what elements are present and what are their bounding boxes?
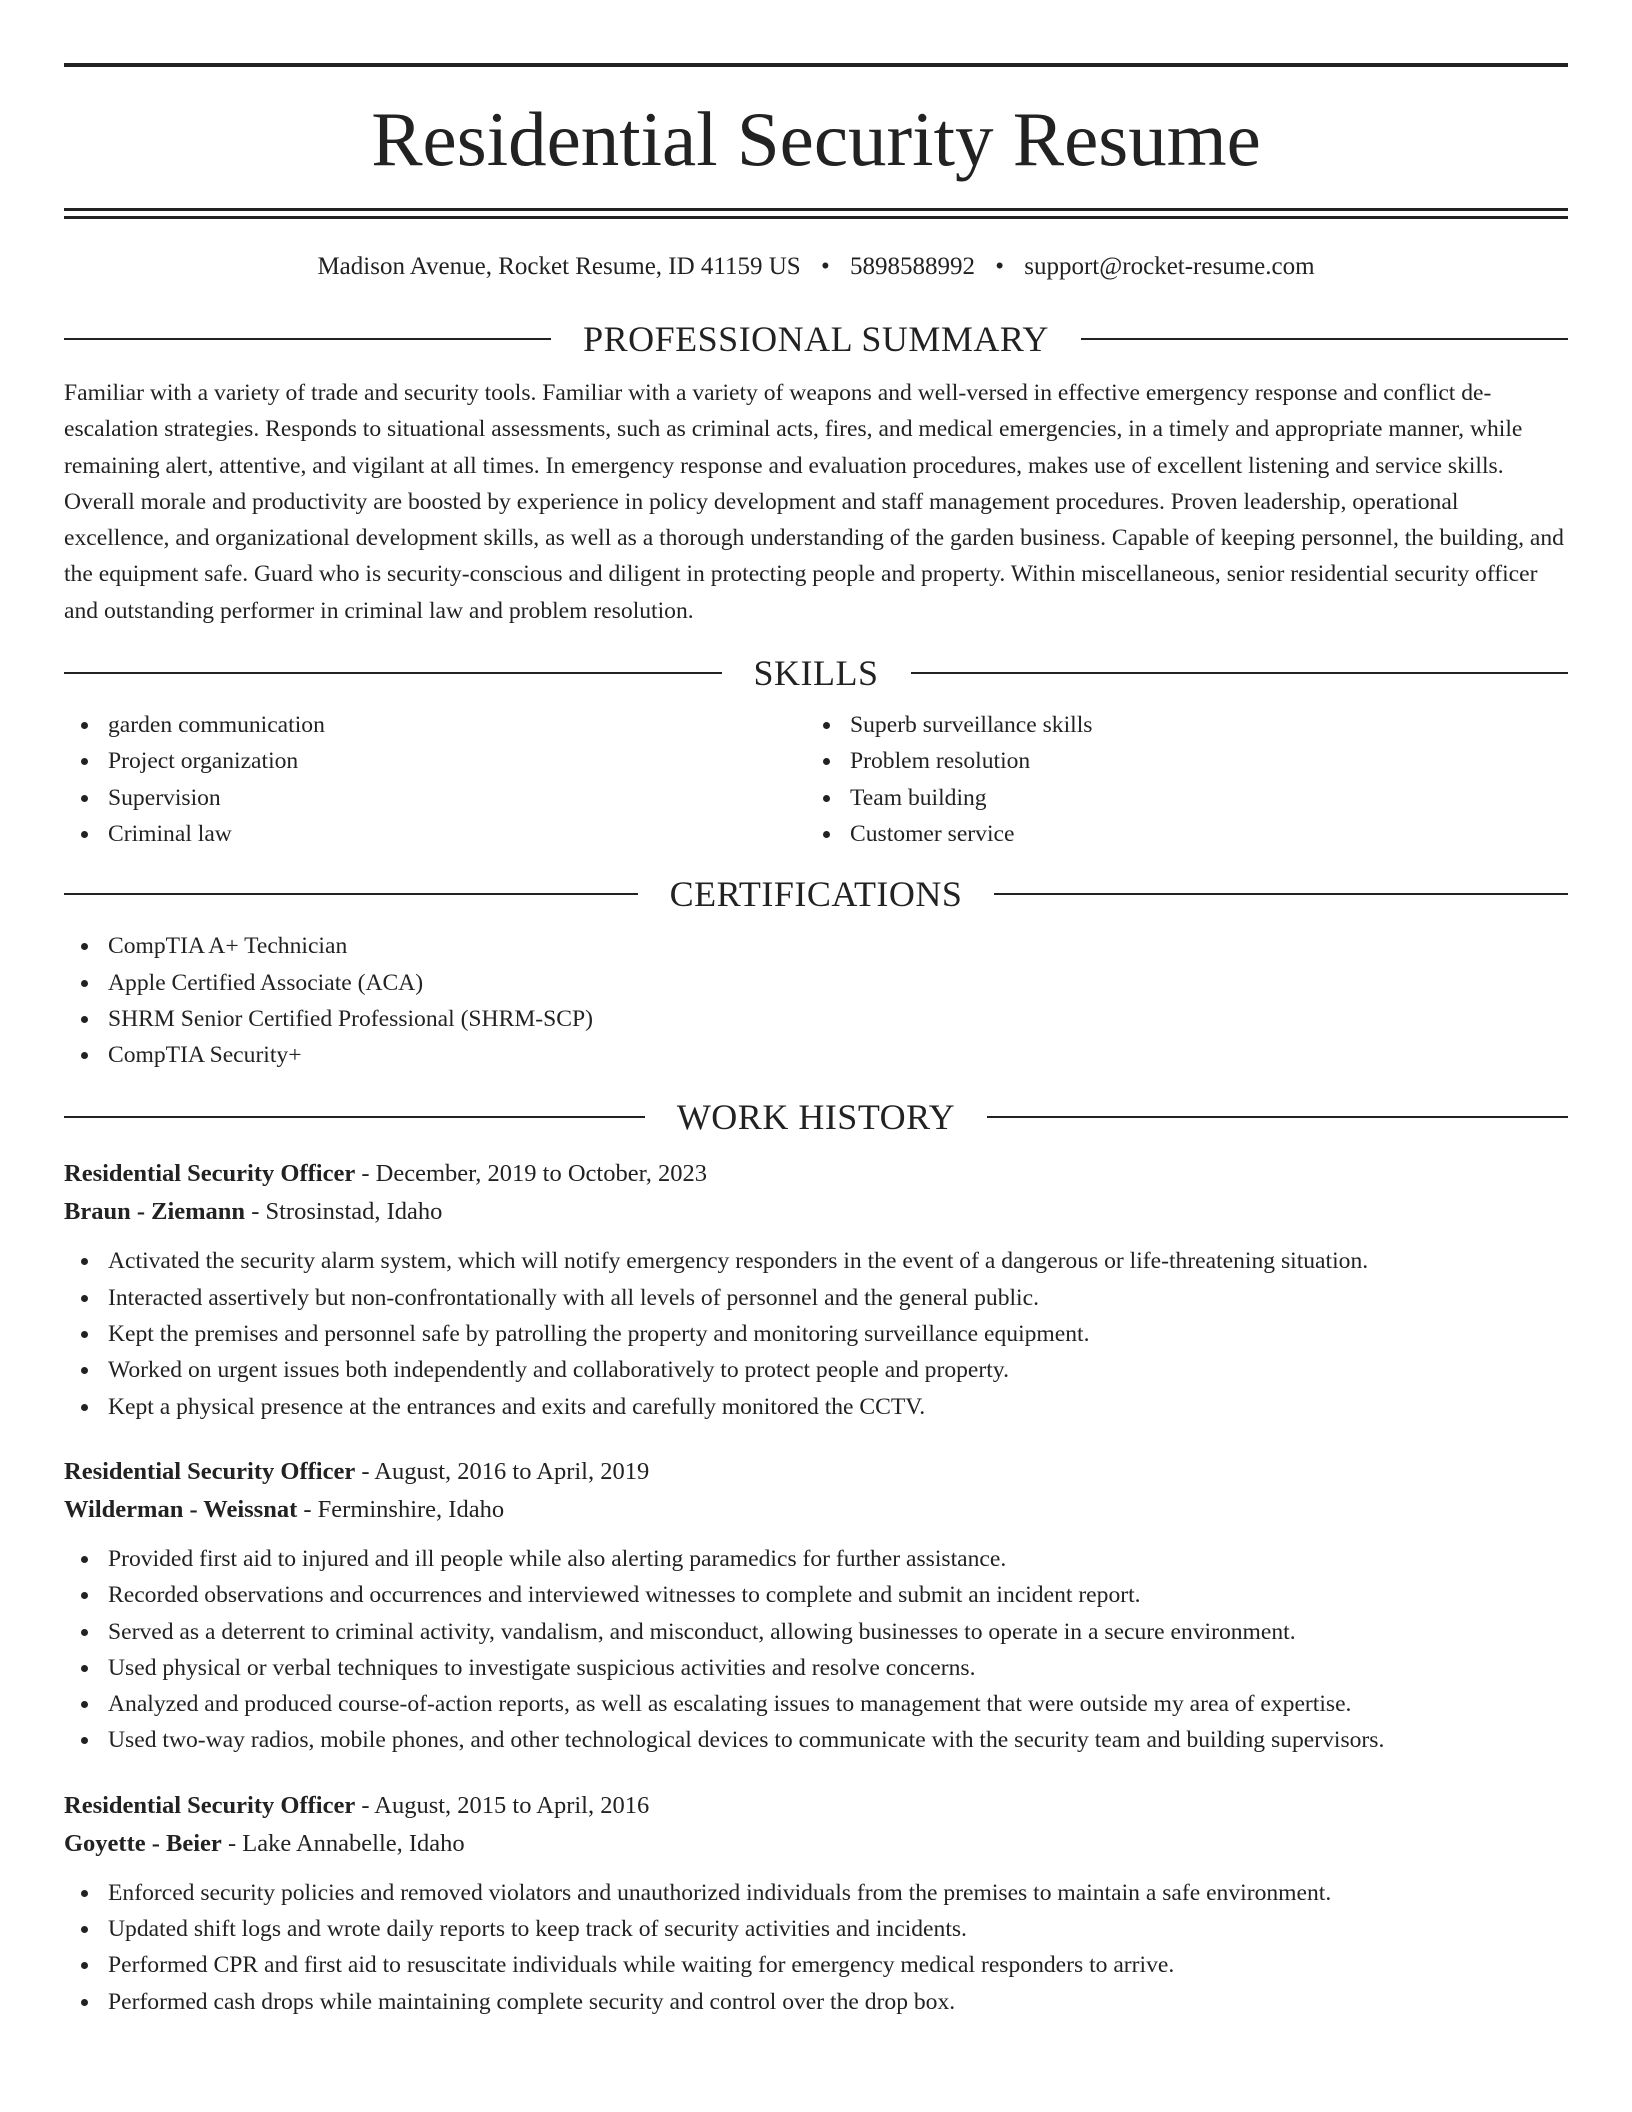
contact-address: Madison Avenue, Rocket Resume, ID 41159 US: [317, 253, 801, 280]
list-item: Performed CPR and first aid to resuscitate individuals while waiting for emergency medical responders to arrive.: [64, 1947, 1568, 1983]
job-title-line: Residential Security Officer - August, 2016 to April, 2019: [64, 1457, 650, 1485]
list-item: Worked on urgent issues both independently and collaboratively to protect people and property.: [64, 1352, 1568, 1388]
certifications-list: [64, 928, 1568, 1073]
job-company: Goyette - Beier: [64, 1829, 222, 1857]
list-item: Customer service: [806, 816, 1548, 852]
list-item: Analyzed and produced course-of-action reports, as well as escalating issues to management that were outside my area of expertise.: [64, 1686, 1568, 1722]
top-rule: [64, 63, 1568, 67]
contact-separator: •: [820, 253, 830, 280]
list-item: Activated the security alarm system, which will notify emergency responders in the event of a dangerous or life-threatening situation.: [64, 1243, 1568, 1279]
job-location: Lake Annabelle, Idaho: [242, 1829, 465, 1857]
job-duties-list: [64, 1541, 1568, 1759]
list-item: Problem resolution: [806, 743, 1548, 779]
job-dates: December, 2019 to October, 2023: [375, 1160, 708, 1188]
job-title-line: Residential Security Officer - August, 2015 to April, 2016: [64, 1791, 650, 1819]
job-title: Residential Security Officer: [64, 1457, 356, 1485]
summary-text: Familiar with a variety of trade and security tools. Familiar with a variety of weapons and well-versed in effective emergency response and conflict de-escalation strategies. Responds to situational assessments, such as criminal acts, fires, and medical emergencies, in a timely and appropriate manner, while remaining alert, attentive, and vigilant at all times. In emergency response and evaluation procedures, makes use of excellent listening and service skills. Overall morale and productivity are boosted by experience in policy development and staff management procedures. Proven leadership, operational excellence, and organizational development skills, as well as a thorough understanding of the garden business. Capable of keeping personnel, the building, and the equipment safe. Guard who is security-conscious and diligent in protecting people and property. Within miscellaneous, senior residential security officer and outstanding performer in criminal law and problem resolution.: [64, 380, 1564, 624]
list-item: CompTIA Security+: [64, 1037, 1568, 1073]
job-duties-list: [64, 1243, 1568, 1424]
skills-list-left: [64, 707, 806, 852]
job-location: Ferminshire, Idaho: [317, 1495, 505, 1523]
list-item: Apple Certified Associate (ACA): [64, 965, 1568, 1001]
skills-grid: [64, 707, 1568, 852]
job-title: Residential Security Officer: [64, 1160, 356, 1188]
list-item: Superb surveillance skills: [806, 707, 1548, 743]
job-entry: [64, 1155, 1568, 1424]
list-item: Recorded observations and occurrences and interviewed witnesses to complete and submit an incident report.: [64, 1577, 1568, 1613]
list-item: Provided first aid to injured and ill people while also alerting paramedics for further assistance.: [64, 1541, 1568, 1577]
job-location: Strosinstad, Idaho: [265, 1198, 443, 1226]
section-heading-summary: PROFESSIONAL SUMMARY: [64, 317, 1568, 361]
job-company: Wilderman - Weissnat: [64, 1495, 298, 1523]
list-item: Served as a deterrent to criminal activity, vandalism, and misconduct, allowing businesses to operate in a secure environment.: [64, 1614, 1568, 1650]
job-duties-list: [64, 1875, 1568, 2020]
list-item: Criminal law: [64, 816, 806, 852]
job-dates: August, 2016 to April, 2019: [374, 1457, 650, 1485]
list-item: Kept a physical presence at the entrances and exits and carefully monitored the CCTV.: [64, 1389, 1568, 1425]
contact-separator: •: [995, 253, 1004, 280]
section-heading-skills: SKILLS: [64, 651, 1568, 695]
job-dates: August, 2015 to April, 2016: [374, 1791, 650, 1819]
page-title: Residential Security Resume: [371, 96, 1261, 182]
job-company-line: Goyette - Beier - Lake Annabelle, Idaho: [64, 1829, 465, 1857]
job-title-line: Residential Security Officer - December, 2019 to October, 2023: [64, 1160, 708, 1188]
list-item: Supervision: [64, 780, 806, 816]
job-title: Residential Security Officer: [64, 1791, 356, 1819]
list-item: Performed cash drops while maintaining complete security and control over the drop box.: [64, 1984, 1568, 2020]
list-item: Team building: [806, 780, 1548, 816]
resume-page: [64, 0, 1568, 2020]
section-heading-certifications: CERTIFICATIONS: [64, 872, 1568, 916]
list-item: Project organization: [64, 743, 806, 779]
list-item: Enforced security policies and removed violators and unauthorized individuals from the premises to maintain a safe environment.: [64, 1875, 1568, 1911]
contact-line: [64, 253, 1568, 293]
contact-phone: 5898588992: [849, 253, 975, 280]
list-item: Updated shift logs and wrote daily reports to keep track of security activities and incidents.: [64, 1911, 1568, 1947]
list-item: garden communication: [64, 707, 806, 743]
section-heading-work-history: WORK HISTORY: [64, 1095, 1568, 1139]
job-entry: [64, 1453, 1568, 1759]
contact-email: support@rocket-resume.com: [1024, 253, 1315, 280]
job-company-line: Wilderman - Weissnat - Ferminshire, Idaho: [64, 1495, 505, 1523]
job-entry: [64, 1787, 1568, 2020]
list-item: CompTIA A+ Technician: [64, 928, 1568, 964]
list-item: SHRM Senior Certified Professional (SHRM-SCP): [64, 1001, 1568, 1037]
job-company: Braun - Ziemann: [64, 1198, 246, 1226]
list-item: Used physical or verbal techniques to investigate suspicious activities and resolve concerns.: [64, 1650, 1568, 1686]
list-item: Kept the premises and personnel safe by patrolling the property and monitoring surveillance equipment.: [64, 1316, 1568, 1352]
job-company-line: Braun - Ziemann - Strosinstad, Idaho: [64, 1198, 443, 1226]
list-item: Interacted assertively but non-confrontationally with all levels of personnel and the general public.: [64, 1280, 1568, 1316]
title-double-rule: [64, 208, 1568, 219]
list-item: Used two-way radios, mobile phones, and other technological devices to communicate with the security team and building supervisors.: [64, 1722, 1568, 1758]
skills-list-right: [806, 707, 1548, 852]
